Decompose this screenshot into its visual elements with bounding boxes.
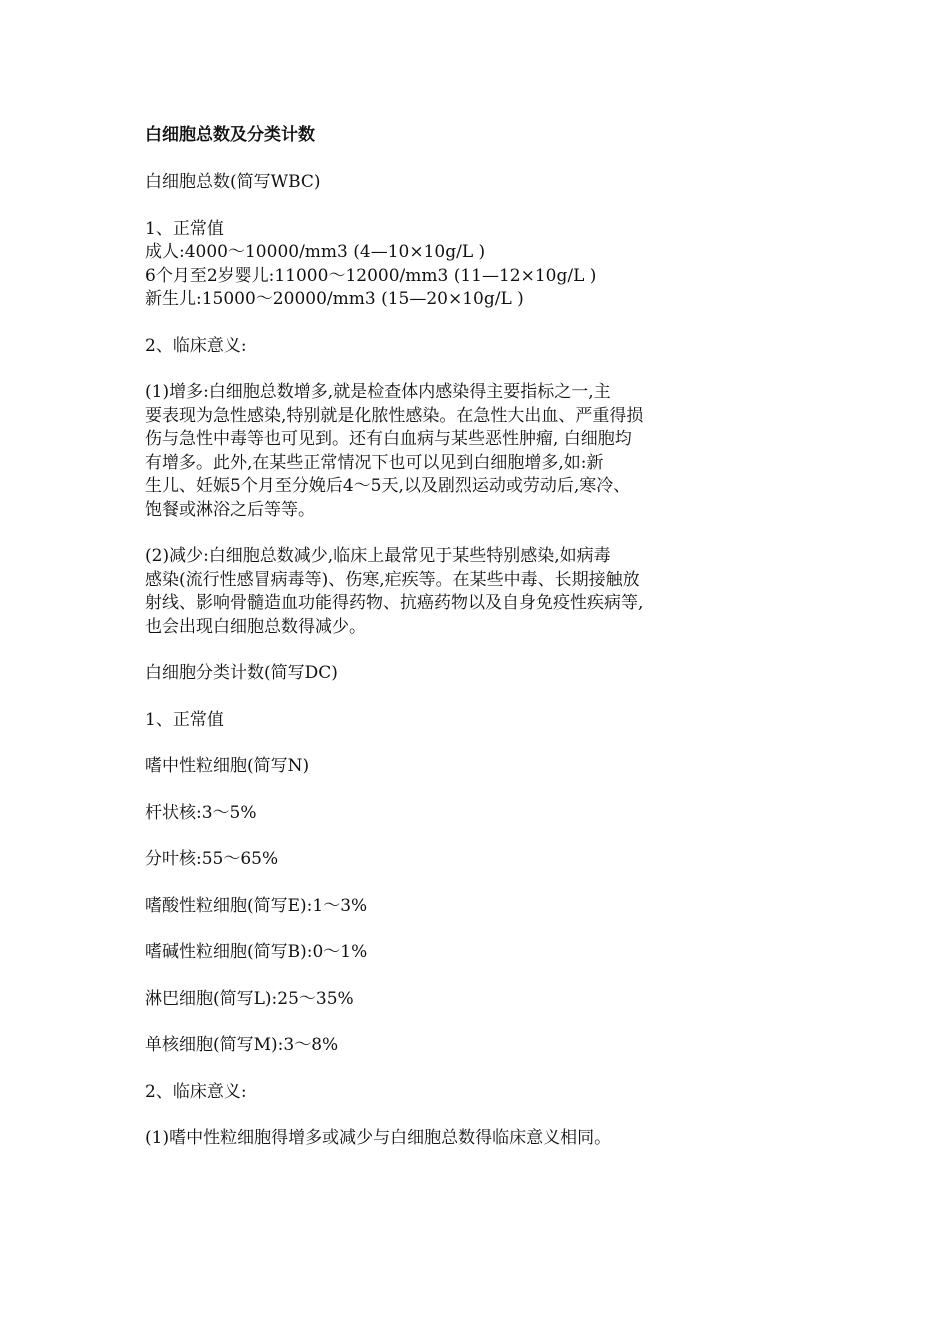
text-line: 伤与急性中毒等也可见到。还有白血病与某些恶性肿瘤, 白细胞均: [145, 429, 632, 449]
text-line: 感染(流行性感冒病毒等)、伤寒,疟疾等。在某些中毒、长期接触放: [145, 569, 640, 590]
text-line: 生儿、妊娠5个月至分娩后4～5天,以及剧烈运动或劳动后,寒冷、: [145, 476, 631, 496]
wbc-normal-heading: 1、正常值: [145, 218, 224, 239]
wbc-normal-infant: 6个月至2岁婴儿:11000～12000/mm3 (11—12×10g/L ): [145, 265, 597, 286]
dc-item-neutrophil: 嗜中性粒细胞(简写N): [145, 756, 310, 776]
wbc-normal-newborn: 新生儿:15000～20000/mm3 (15—20×10g/L ): [145, 289, 524, 309]
document-title: 白细胞总数及分类计数: [145, 125, 315, 145]
dc-clinical-heading: 2、临床意义:: [145, 1081, 247, 1102]
wbc-decrease-paragraph: [145, 545, 720, 639]
text-line: (2)减少:白细胞总数减少,临床上最常见于某些特别感染,如病毒: [145, 546, 611, 566]
dc-item-basophil: 嗜碱性粒细胞(简写B):0～1%: [145, 942, 368, 962]
text-line: (1)增多:白细胞总数增多,就是检查体内感染得主要指标之一,主: [145, 382, 611, 402]
text-line: 射线、影响骨髓造血功能得药物、抗癌药物以及自身免疫性疾病等,: [145, 593, 644, 613]
text-line: 有增多。此外,在某些正常情况下也可以见到白细胞增多,如:新: [145, 452, 604, 473]
wbc-clinical-heading: 2、临床意义:: [145, 335, 247, 356]
dc-item-band: 杆状核:3～5%: [145, 802, 257, 823]
document-body: [145, 124, 720, 1151]
dc-normal-heading: 1、正常值: [145, 709, 224, 730]
dc-item-eosinophil: 嗜酸性粒细胞(简写E):1～3%: [145, 895, 368, 916]
dc-heading: 白细胞分类计数(简写DC): [145, 663, 338, 683]
text-line: 也会出现白细胞总数得减少。: [145, 616, 366, 637]
wbc-heading: 白细胞总数(简写WBC): [145, 172, 321, 192]
text-line: 要表现为急性感染,特别就是化脓性感染。在急性大出血、严重得损: [145, 405, 644, 426]
wbc-normal-values: [145, 241, 720, 312]
dc-clinical-item-1: (1)嗜中性粒细胞得增多或减少与白细胞总数得临床意义相同。: [145, 1128, 612, 1148]
dc-item-monocyte: 单核细胞(简写M):3～8%: [145, 1035, 339, 1055]
dc-item-segmented: 分叶核:55～65%: [145, 849, 279, 869]
wbc-normal-adult: 成人:4000～10000/mm3 (4—10×10g/L ): [145, 242, 486, 262]
dc-item-lymphocyte: 淋巴细胞(简写L):25～35%: [145, 988, 354, 1009]
text-line: 饱餐或淋浴之后等等。: [145, 499, 315, 520]
wbc-increase-paragraph: [145, 381, 720, 522]
